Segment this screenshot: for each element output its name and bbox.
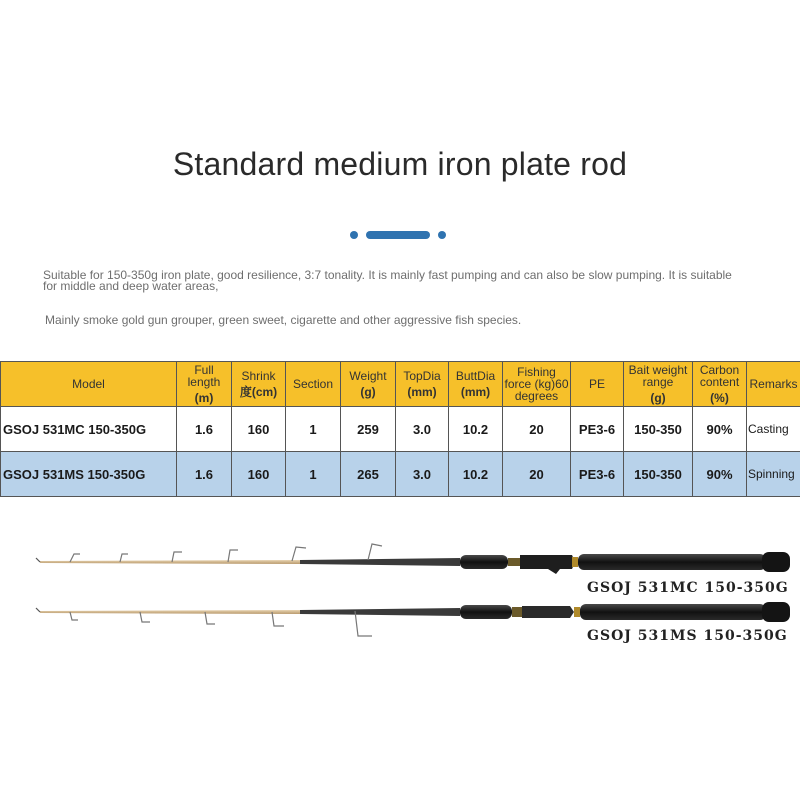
table-header-row <box>1 362 800 407</box>
cell-model: GSOJ 531MC 150-350G <box>1 407 177 452</box>
header-carbon: Carbon content (%) <box>693 362 747 407</box>
header-model: Model <box>1 362 177 407</box>
cell-butt-dia: 10.2 <box>449 407 503 452</box>
cell-top-dia: 3.0 <box>396 452 449 497</box>
header-full-length: Full length (m) <box>177 362 232 407</box>
description-line: Suitable for 150-350g iron plate, good resilience, 3:7 tonality. It is mainly fast pumping and can also be slow pumping. It is suitable <box>43 268 732 282</box>
title-divider <box>348 228 448 242</box>
cell-carbon: 90% <box>693 407 747 452</box>
table-row <box>1 452 800 497</box>
cell-full-length: 1.6 <box>177 452 232 497</box>
header-bait-weight: Bait weight range (g) <box>624 362 693 407</box>
cell-shrink: 160 <box>232 407 286 452</box>
header-butt-dia: ButtDia (mm) <box>449 362 503 407</box>
cell-full-length: 1.6 <box>177 407 232 452</box>
cell-fishing-force: 20 <box>503 452 571 497</box>
description-line: for middle and deep water areas, <box>43 279 219 293</box>
header-section: Section <box>286 362 341 407</box>
cell-bait-weight: 150-350 <box>624 407 693 452</box>
cell-weight: 259 <box>341 407 396 452</box>
cell-fishing-force: 20 <box>503 407 571 452</box>
cell-top-dia: 3.0 <box>396 407 449 452</box>
cell-pe: PE3-6 <box>571 407 624 452</box>
page-title: Standard medium iron plate rod <box>172 146 628 182</box>
casting-rod-image <box>36 544 790 574</box>
cell-carbon: 90% <box>693 452 747 497</box>
cell-section: 1 <box>286 407 341 452</box>
cell-remarks: Spinning <box>747 452 800 497</box>
header-remarks: Remarks <box>747 362 800 407</box>
spec-table <box>0 361 800 497</box>
product-description <box>43 270 763 292</box>
header-shrink: Shrink 度(cm) <box>232 362 286 407</box>
target-species-text: Mainly smoke gold gun grouper, green sweet, cigarette and other aggressive fish species. <box>45 313 522 327</box>
cell-model: GSOJ 531MS 150-350G <box>1 452 177 497</box>
table-row <box>1 407 800 452</box>
header-fishing-force: Fishing force (kg)60 degrees <box>503 362 571 407</box>
header-pe: PE <box>571 362 624 407</box>
cell-weight: 265 <box>341 452 396 497</box>
header-top-dia: TopDia (mm) <box>396 362 449 407</box>
cell-bait-weight: 150-350 <box>624 452 693 497</box>
cell-pe: PE3-6 <box>571 452 624 497</box>
cell-remarks: Casting <box>747 407 800 452</box>
rod-label-spinning: GSOJ 531MS 150-350G <box>587 628 788 644</box>
cell-section: 1 <box>286 452 341 497</box>
header-weight: Weight (g) <box>341 362 396 407</box>
cell-butt-dia: 10.2 <box>449 452 503 497</box>
cell-shrink: 160 <box>232 452 286 497</box>
rod-label-casting: GSOJ 531MC 150-350G <box>587 580 789 596</box>
